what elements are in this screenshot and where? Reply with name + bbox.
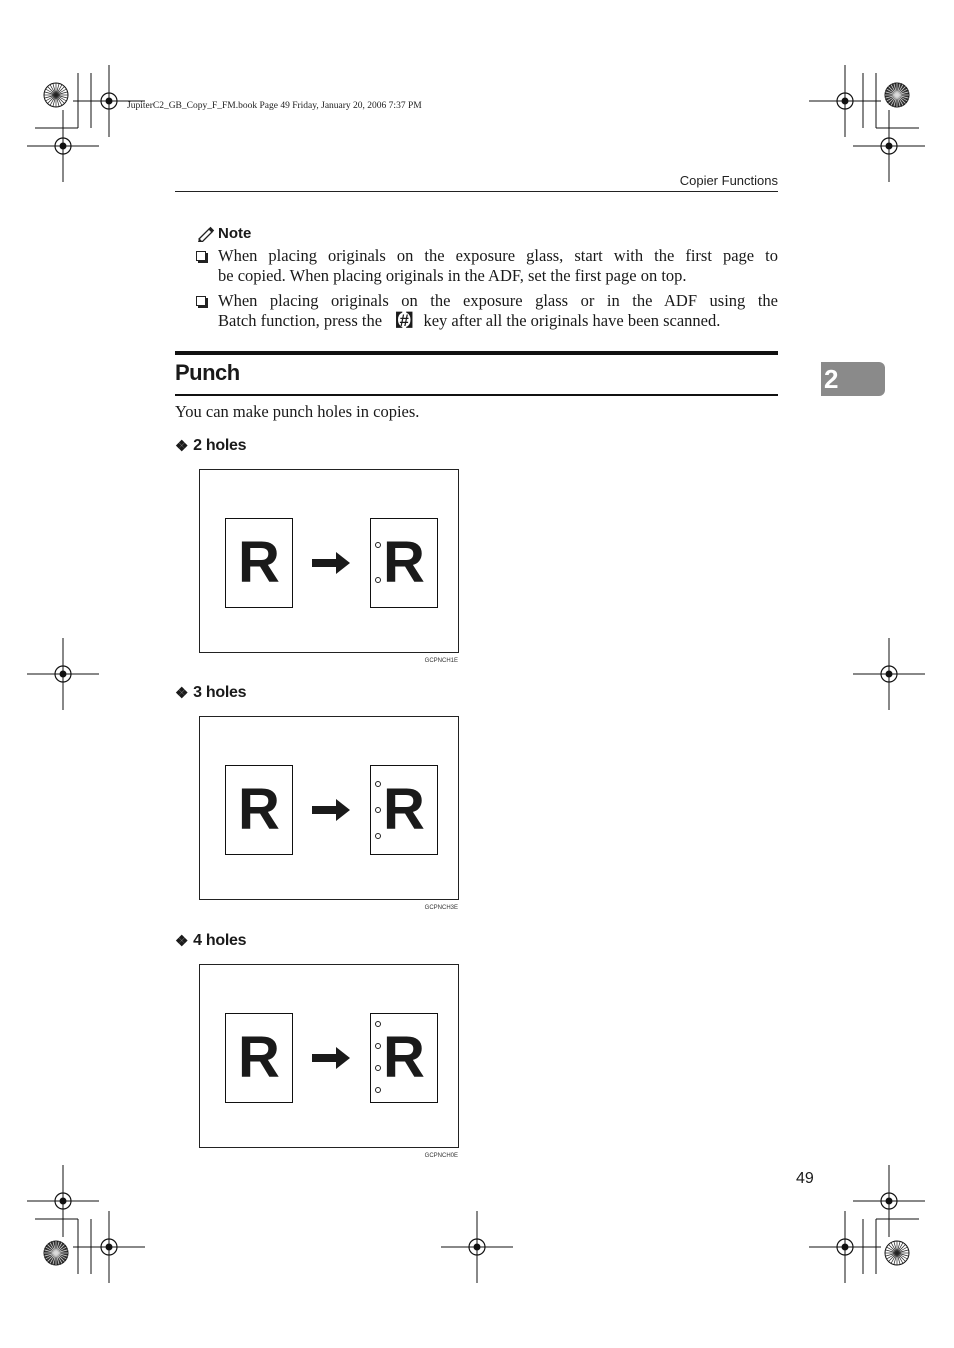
punched-copy-sheet: [370, 1013, 438, 1103]
subheading-label: 4 holes: [193, 932, 247, 949]
original-sheet: R: [225, 765, 293, 855]
note-title: Note: [218, 225, 252, 242]
punch-hole: [375, 781, 381, 787]
section-title: Punch: [175, 360, 240, 385]
registration-mark-icon: [853, 638, 925, 710]
punch-hole: [375, 1021, 381, 1027]
punch-hole: [375, 542, 381, 548]
registration-mark-icon: [853, 110, 925, 182]
registration-mark-icon: [73, 1211, 145, 1283]
note-text-line: Batch function, press the: [218, 311, 387, 330]
copy-letter: R: [383, 530, 425, 595]
color-target-icon: [44, 1241, 68, 1265]
subheading-3-holes: [175, 684, 246, 702]
note-item: [196, 291, 778, 331]
punch-hole: [375, 1043, 381, 1049]
subheading-4-holes: [175, 932, 246, 950]
color-target-icon: [44, 83, 68, 107]
note-text-line: When placing originals on the exposure glass or in the ADF using the: [218, 291, 778, 310]
note-item: [196, 246, 778, 286]
subheading-label: 3 holes: [193, 684, 247, 701]
figure-code: GCPNCH3E: [424, 905, 458, 911]
punch-hole: [375, 833, 381, 839]
hash-key-label: 【#】: [386, 312, 420, 330]
chapter-tab: 2: [821, 362, 885, 396]
punch-hole: [375, 577, 381, 583]
pencil-icon: [197, 226, 215, 242]
section-rule-top: [175, 351, 778, 355]
subheading-label: 2 holes: [193, 437, 247, 454]
checkbox-bullet-icon: [196, 296, 206, 306]
diamond-bullet-icon: ❖: [175, 685, 189, 702]
note-text-line: When placing originals on the exposure glass, start with the first page to: [218, 246, 778, 265]
punch-figure-4-holes: [199, 964, 459, 1159]
registration-mark-icon: [809, 65, 881, 137]
figure-code: GCPNCH1E: [424, 658, 458, 664]
registration-mark-icon: [27, 1165, 99, 1237]
subheading-2-holes: [175, 437, 246, 455]
punched-copy-sheet: [370, 518, 438, 608]
diamond-bullet-icon: ❖: [175, 933, 189, 950]
registration-mark-icon: [27, 110, 99, 182]
punch-hole: [375, 1065, 381, 1071]
note-text-line: be copied. When placing originals in the ADF, set the first page on top.: [218, 266, 687, 285]
running-head: Copier Functions: [679, 173, 778, 188]
punch-hole: [375, 807, 381, 813]
copy-letter: R: [383, 1025, 425, 1090]
section-rule-bottom: [175, 394, 778, 396]
original-sheet: R: [225, 1013, 293, 1103]
registration-mark-icon: [27, 638, 99, 710]
section-intro: You can make punch holes in copies.: [175, 402, 420, 421]
registration-mark-icon: [853, 1165, 925, 1237]
note-text-line: key after all the originals have been scanned.: [419, 311, 721, 330]
figure-code: GCPNCH0E: [424, 1153, 458, 1159]
color-target-icon: [885, 83, 909, 107]
right-arrow-icon: [312, 799, 350, 821]
checkbox-bullet-icon: [196, 251, 206, 261]
right-arrow-icon: [312, 552, 350, 574]
header-rule: [175, 191, 778, 192]
punch-figure-2-holes: [199, 469, 459, 664]
copy-letter: R: [383, 777, 425, 842]
color-target-icon: [885, 1241, 909, 1265]
punch-figure-3-holes: [199, 716, 459, 911]
note-heading: [197, 225, 251, 242]
original-sheet: R: [225, 518, 293, 608]
page-number: 49: [796, 1170, 814, 1187]
registration-mark-icon: [809, 1211, 881, 1283]
print-metadata: JupiterC2_GB_Copy_F_FM.book Page 49 Friday, January 20, 2006 7:37 PM: [127, 101, 422, 111]
diamond-bullet-icon: ❖: [175, 438, 189, 455]
registration-mark-icon: [441, 1211, 513, 1283]
right-arrow-icon: [312, 1047, 350, 1069]
punch-hole: [375, 1087, 381, 1093]
punched-copy-sheet: [370, 765, 438, 855]
